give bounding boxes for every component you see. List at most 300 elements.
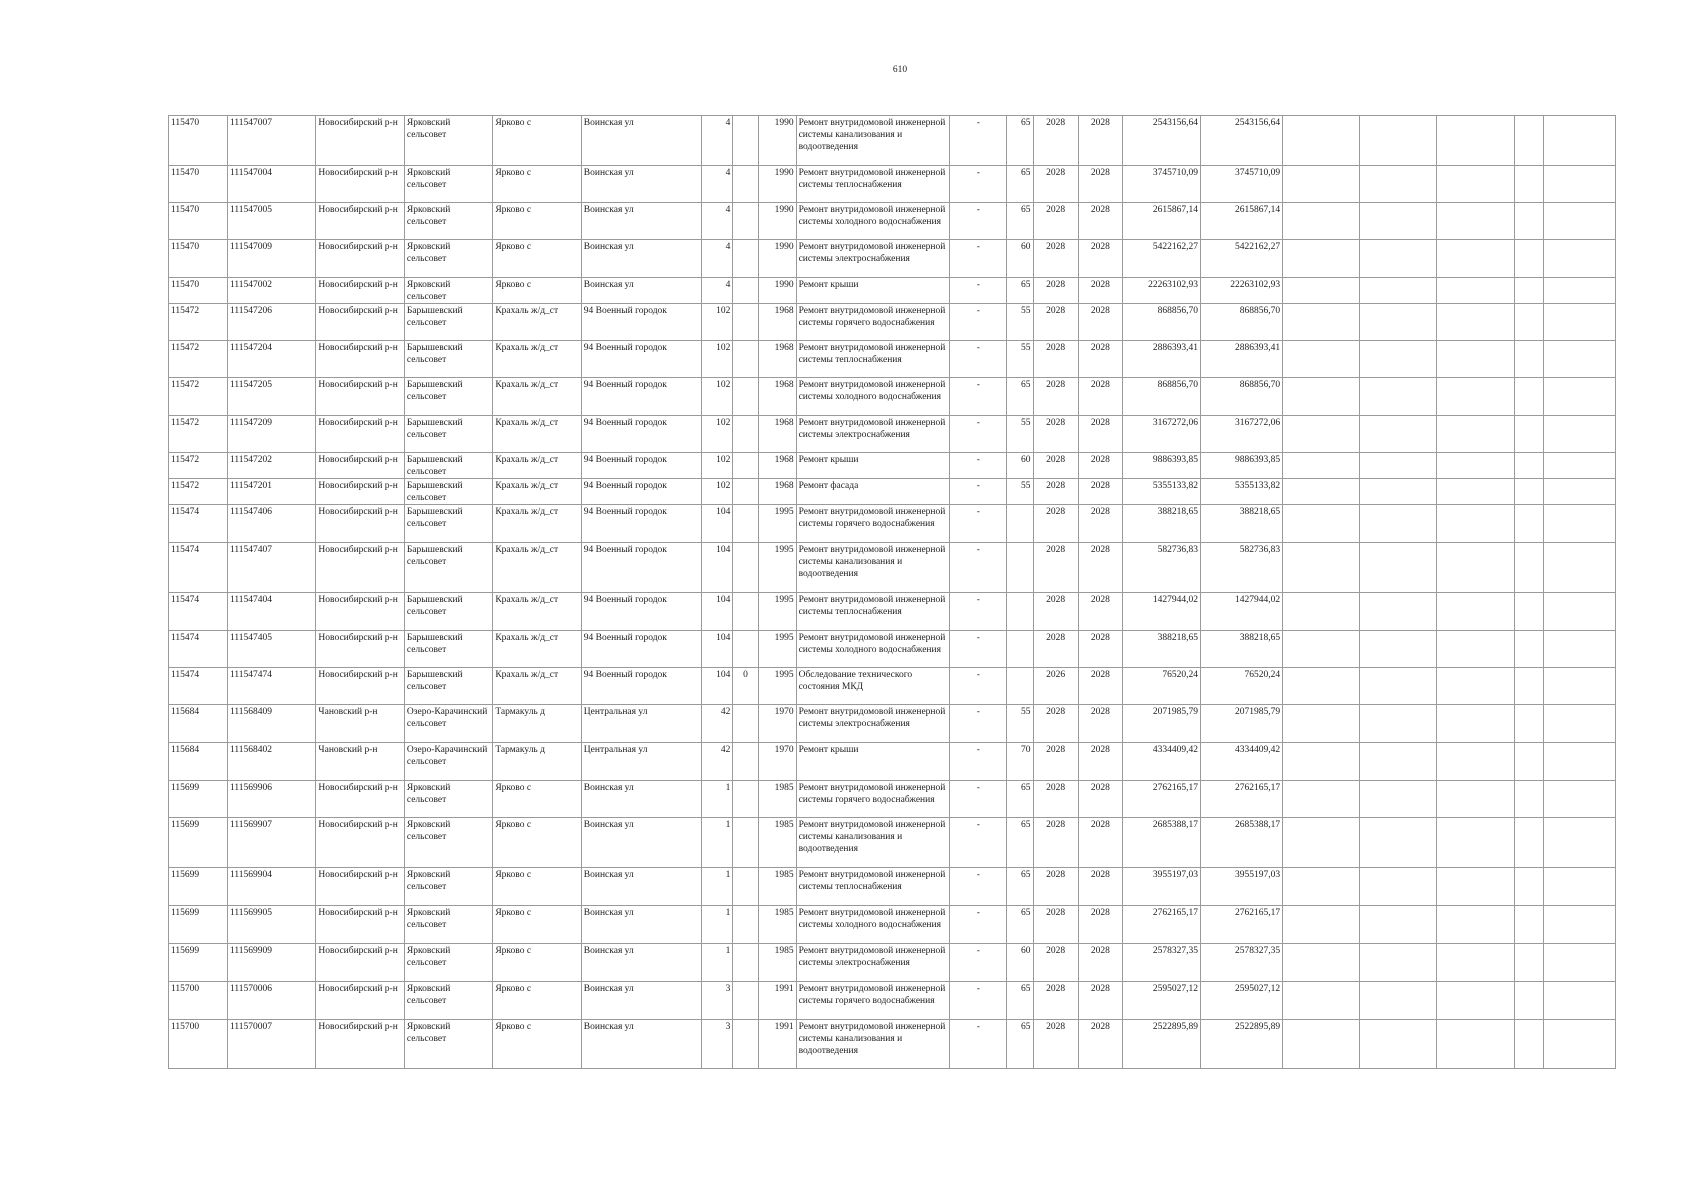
cell-street: 94 Военный городок [581,453,701,479]
cell-locality: Ярково с [493,944,581,982]
cell-empty [1283,743,1360,781]
cell-empty [1544,378,1616,416]
cell-year-start: 2028 [1033,868,1078,906]
cell-empty [1544,743,1616,781]
cell-building [733,453,758,479]
cell-settlement-council: Ярковский сельсовет [404,278,492,304]
cell-dash: - [950,906,1007,944]
cell-empty [1359,818,1436,868]
table-row [169,868,1616,906]
cell-house: 4 [701,278,733,304]
cell-house: 3 [701,1020,733,1069]
table-row [169,818,1616,868]
cell-empty [1514,818,1543,868]
table-row [169,944,1616,982]
cell-street: Центральная ул [581,705,701,743]
cell-locality: Тармакуль д [493,705,581,743]
cell-wear: 65 [1007,868,1033,906]
table-row [169,378,1616,416]
page-number: 610 [892,65,908,75]
cell-work-code: 111570006 [227,982,315,1020]
cell-empty [1514,203,1543,240]
cell-district: Новосибирский р-н [316,341,404,378]
cell-empty [1436,416,1514,453]
cell-building [733,240,758,278]
cell-empty [1544,479,1616,505]
cell-empty [1436,479,1514,505]
cell-district: Новосибирский р-н [316,166,404,203]
cell-work-type: Ремонт внутридомовой инженерной системы электроснабжения [796,416,950,453]
cell-street: 94 Военный городок [581,505,701,543]
cell-empty [1283,1020,1360,1069]
cell-empty [1514,543,1543,593]
cell-year-end: 2028 [1078,116,1122,166]
cell-work-type: Ремонт внутридомовой инженерной системы теплоснабжения [796,593,950,631]
cell-empty [1436,1020,1514,1069]
cell-dash: - [950,668,1007,705]
cell-building [733,378,758,416]
cell-settlement-council: Ярковский сельсовет [404,116,492,166]
cell-empty [1544,631,1616,668]
cell-work-code: 111569907 [227,818,315,868]
cell-street: Воинская ул [581,868,701,906]
cell-dash: - [950,479,1007,505]
cell-settlement-council: Ярковский сельсовет [404,944,492,982]
cell-district: Новосибирский р-н [316,868,404,906]
cell-wear: 55 [1007,341,1033,378]
cell-street: 94 Военный городок [581,593,701,631]
cell-street: 94 Военный городок [581,668,701,705]
cell-empty [1514,166,1543,203]
cell-cost-total: 2615867,14 [1200,203,1282,240]
cell-year-built: 1968 [758,341,796,378]
cell-wear: 65 [1007,116,1033,166]
cell-year-start: 2028 [1033,906,1078,944]
cell-empty [1436,505,1514,543]
cell-building [733,944,758,982]
cell-empty [1514,278,1543,304]
cell-street: 94 Военный городок [581,378,701,416]
cell-empty [1514,416,1543,453]
cell-building [733,505,758,543]
cell-settlement-council: Барышевский сельсовет [404,304,492,341]
cell-year-built: 1995 [758,593,796,631]
cell-building [733,1020,758,1069]
cell-work-type: Ремонт внутридомовой инженерной системы теплоснабжения [796,166,950,203]
cell-settlement-council: Ярковский сельсовет [404,240,492,278]
cell-district: Новосибирский р-н [316,479,404,505]
cell-empty [1514,453,1543,479]
cell-wear: 70 [1007,743,1033,781]
cell-empty [1544,668,1616,705]
cell-street: Воинская ул [581,1020,701,1069]
cell-empty [1514,781,1543,818]
cell-year-end: 2028 [1078,166,1122,203]
cell-settlement-council: Озеро-Карачинский сельсовет [404,743,492,781]
cell-dash: - [950,944,1007,982]
cell-cost: 2543156,64 [1123,116,1201,166]
cell-work-code: 111569909 [227,944,315,982]
cell-wear [1007,543,1033,593]
table-row [169,479,1616,505]
cell-object-id: 115474 [169,593,228,631]
cell-locality: Тармакуль д [493,743,581,781]
cell-year-start: 2028 [1033,1020,1078,1069]
table-row [169,1020,1616,1069]
cell-year-built: 1985 [758,781,796,818]
cell-empty [1436,203,1514,240]
cell-year-end: 2028 [1078,240,1122,278]
cell-building [733,304,758,341]
cell-work-type: Ремонт внутридомовой инженерной системы горячего водоснабжения [796,781,950,818]
cell-dash: - [950,543,1007,593]
cell-empty [1359,705,1436,743]
cell-work-type: Ремонт фасада [796,479,950,505]
cell-empty [1436,668,1514,705]
cell-year-start: 2028 [1033,631,1078,668]
cell-year-built: 1995 [758,543,796,593]
cell-house: 1 [701,818,733,868]
cell-empty [1283,341,1360,378]
cell-cost: 1427944,02 [1123,593,1201,631]
cell-wear: 65 [1007,378,1033,416]
cell-year-start: 2028 [1033,416,1078,453]
cell-year-end: 2028 [1078,505,1122,543]
cell-year-end: 2028 [1078,479,1122,505]
cell-cost-total: 2762165,17 [1200,906,1282,944]
cell-locality: Крахаль ж/д_ст [493,668,581,705]
cell-cost-total: 2685388,17 [1200,818,1282,868]
cell-object-id: 115472 [169,453,228,479]
cell-year-built: 1990 [758,240,796,278]
cell-building [733,705,758,743]
table-row [169,166,1616,203]
cell-cost: 2762165,17 [1123,781,1201,818]
cell-work-type: Ремонт крыши [796,743,950,781]
cell-cost-total: 2886393,41 [1200,341,1282,378]
cell-work-code: 111547406 [227,505,315,543]
cell-year-end: 2028 [1078,341,1122,378]
cell-street: 94 Военный городок [581,416,701,453]
cell-dash: - [950,304,1007,341]
cell-district: Новосибирский р-н [316,781,404,818]
cell-empty [1514,240,1543,278]
cell-district: Новосибирский р-н [316,631,404,668]
cell-empty [1359,631,1436,668]
cell-year-built: 1970 [758,705,796,743]
cell-cost: 868856,70 [1123,378,1201,416]
cell-cost: 76520,24 [1123,668,1201,705]
cell-house: 104 [701,631,733,668]
repair-registry-table [168,115,1616,1069]
cell-cost-total: 868856,70 [1200,378,1282,416]
cell-work-type: Ремонт внутридомовой инженерной системы холодного водоснабжения [796,631,950,668]
cell-settlement-council: Барышевский сельсовет [404,341,492,378]
cell-year-built: 1968 [758,378,796,416]
cell-cost-total: 22263102,93 [1200,278,1282,304]
cell-empty [1436,944,1514,982]
cell-dash: - [950,416,1007,453]
cell-dash: - [950,743,1007,781]
cell-year-built: 1970 [758,743,796,781]
cell-dash: - [950,631,1007,668]
cell-building [733,781,758,818]
cell-year-built: 1991 [758,982,796,1020]
cell-wear [1007,668,1033,705]
cell-year-built: 1990 [758,278,796,304]
cell-year-end: 2028 [1078,781,1122,818]
cell-district: Чановский р-н [316,743,404,781]
cell-year-start: 2026 [1033,668,1078,705]
cell-empty [1544,203,1616,240]
cell-wear: 55 [1007,705,1033,743]
cell-year-end: 2028 [1078,304,1122,341]
cell-empty [1283,705,1360,743]
cell-work-type: Ремонт внутридомовой инженерной системы теплоснабжения [796,868,950,906]
table-row [169,304,1616,341]
cell-house: 1 [701,944,733,982]
cell-empty [1436,781,1514,818]
cell-dash: - [950,505,1007,543]
cell-object-id: 115684 [169,743,228,781]
cell-house: 4 [701,240,733,278]
cell-year-end: 2028 [1078,416,1122,453]
cell-street: 94 Военный городок [581,341,701,378]
cell-empty [1283,668,1360,705]
cell-year-start: 2028 [1033,818,1078,868]
cell-year-built: 1990 [758,166,796,203]
cell-work-type: Ремонт внутридомовой инженерной системы канализования и водоотведения [796,543,950,593]
cell-empty [1359,166,1436,203]
table-row [169,116,1616,166]
cell-empty [1544,781,1616,818]
cell-locality: Ярково с [493,278,581,304]
cell-work-code: 111547407 [227,543,315,593]
cell-object-id: 115470 [169,240,228,278]
cell-locality: Крахаль ж/д_ст [493,543,581,593]
cell-dash: - [950,453,1007,479]
cell-empty [1359,203,1436,240]
cell-wear: 65 [1007,781,1033,818]
cell-building [733,341,758,378]
cell-empty [1514,668,1543,705]
cell-cost-total: 2595027,12 [1200,982,1282,1020]
cell-empty [1514,631,1543,668]
cell-empty [1283,453,1360,479]
cell-settlement-council: Барышевский сельсовет [404,378,492,416]
cell-empty [1283,868,1360,906]
cell-settlement-council: Озеро-Карачинский сельсовет [404,705,492,743]
cell-building [733,818,758,868]
cell-cost: 3745710,09 [1123,166,1201,203]
cell-year-built: 1968 [758,453,796,479]
cell-year-start: 2028 [1033,705,1078,743]
cell-wear: 65 [1007,906,1033,944]
cell-work-type: Ремонт внутридомовой инженерной системы холодного водоснабжения [796,906,950,944]
cell-work-code: 111547201 [227,479,315,505]
cell-empty [1283,631,1360,668]
table-row [169,416,1616,453]
cell-work-type: Ремонт внутридомовой инженерной системы канализования и водоотведения [796,1020,950,1069]
cell-empty [1283,166,1360,203]
cell-empty [1359,593,1436,631]
cell-settlement-council: Барышевский сельсовет [404,593,492,631]
table-row [169,505,1616,543]
cell-object-id: 115474 [169,631,228,668]
cell-house: 4 [701,203,733,240]
cell-district: Новосибирский р-н [316,240,404,278]
cell-cost-total: 4334409,42 [1200,743,1282,781]
cell-object-id: 115699 [169,906,228,944]
cell-empty [1359,1020,1436,1069]
cell-work-code: 111568402 [227,743,315,781]
cell-house: 104 [701,593,733,631]
cell-cost-total: 2522895,89 [1200,1020,1282,1069]
cell-dash: - [950,705,1007,743]
cell-empty [1283,479,1360,505]
cell-work-code: 111547004 [227,166,315,203]
cell-cost: 2886393,41 [1123,341,1201,378]
cell-cost: 582736,83 [1123,543,1201,593]
cell-empty [1283,543,1360,593]
cell-work-type: Ремонт внутридомовой инженерной системы канализования и водоотведения [796,116,950,166]
cell-settlement-council: Ярковский сельсовет [404,166,492,203]
cell-year-end: 2028 [1078,278,1122,304]
cell-cost: 2578327,35 [1123,944,1201,982]
cell-empty [1359,416,1436,453]
cell-empty [1544,818,1616,868]
cell-house: 42 [701,705,733,743]
cell-street: Воинская ул [581,166,701,203]
cell-year-end: 2028 [1078,868,1122,906]
cell-street: 94 Военный городок [581,479,701,505]
cell-building [733,166,758,203]
cell-settlement-council: Барышевский сельсовет [404,479,492,505]
cell-object-id: 115699 [169,868,228,906]
cell-cost-total: 868856,70 [1200,304,1282,341]
cell-district: Новосибирский р-н [316,203,404,240]
cell-year-built: 1990 [758,116,796,166]
table-row [169,781,1616,818]
cell-cost-total: 3955197,03 [1200,868,1282,906]
cell-work-type: Ремонт внутридомовой инженерной системы теплоснабжения [796,341,950,378]
cell-empty [1514,304,1543,341]
cell-year-start: 2028 [1033,543,1078,593]
cell-year-end: 2028 [1078,906,1122,944]
cell-year-start: 2028 [1033,982,1078,1020]
cell-building [733,868,758,906]
cell-locality: Ярково с [493,116,581,166]
cell-work-code: 111569906 [227,781,315,818]
cell-empty [1514,341,1543,378]
cell-district: Новосибирский р-н [316,453,404,479]
cell-year-end: 2028 [1078,593,1122,631]
cell-empty [1544,304,1616,341]
cell-empty [1436,705,1514,743]
cell-year-start: 2028 [1033,304,1078,341]
cell-district: Новосибирский р-н [316,1020,404,1069]
cell-house: 1 [701,868,733,906]
cell-empty [1283,906,1360,944]
cell-building: 0 [733,668,758,705]
cell-street: Воинская ул [581,278,701,304]
cell-empty [1359,543,1436,593]
cell-year-start: 2028 [1033,378,1078,416]
cell-wear [1007,505,1033,543]
cell-street: Воинская ул [581,982,701,1020]
cell-work-code: 111569905 [227,906,315,944]
cell-empty [1514,378,1543,416]
cell-house: 102 [701,304,733,341]
cell-work-type: Ремонт внутридомовой инженерной системы горячего водоснабжения [796,982,950,1020]
cell-empty [1359,240,1436,278]
cell-building [733,906,758,944]
cell-settlement-council: Ярковский сельсовет [404,982,492,1020]
cell-work-type: Ремонт внутридомовой инженерной системы канализования и водоотведения [796,818,950,868]
cell-empty [1544,453,1616,479]
cell-cost: 3955197,03 [1123,868,1201,906]
cell-locality: Ярково с [493,818,581,868]
cell-year-start: 2028 [1033,743,1078,781]
cell-empty [1436,906,1514,944]
cell-cost: 388218,65 [1123,631,1201,668]
cell-wear [1007,593,1033,631]
cell-district: Новосибирский р-н [316,668,404,705]
cell-house: 1 [701,906,733,944]
cell-settlement-council: Барышевский сельсовет [404,416,492,453]
cell-work-type: Ремонт внутридомовой инженерной системы электроснабжения [796,705,950,743]
cell-year-start: 2028 [1033,278,1078,304]
cell-street: 94 Военный городок [581,543,701,593]
cell-cost-total: 3167272,06 [1200,416,1282,453]
cell-empty [1436,982,1514,1020]
cell-cost: 4334409,42 [1123,743,1201,781]
cell-object-id: 115699 [169,818,228,868]
cell-settlement-council: Ярковский сельсовет [404,781,492,818]
cell-building [733,416,758,453]
cell-cost: 2595027,12 [1123,982,1201,1020]
cell-dash: - [950,781,1007,818]
cell-building [733,631,758,668]
table-row [169,543,1616,593]
cell-wear: 60 [1007,240,1033,278]
cell-empty [1436,818,1514,868]
cell-dash: - [950,982,1007,1020]
cell-empty [1359,378,1436,416]
cell-street: 94 Военный городок [581,631,701,668]
cell-district: Чановский р-н [316,705,404,743]
cell-dash: - [950,240,1007,278]
cell-settlement-council: Барышевский сельсовет [404,668,492,705]
cell-locality: Крахаль ж/д_ст [493,304,581,341]
cell-empty [1359,278,1436,304]
cell-empty [1544,868,1616,906]
cell-dash: - [950,278,1007,304]
cell-cost-total: 1427944,02 [1200,593,1282,631]
cell-empty [1514,982,1543,1020]
cell-empty [1544,906,1616,944]
cell-year-built: 1985 [758,868,796,906]
cell-settlement-council: Барышевский сельсовет [404,543,492,593]
cell-work-code: 111547005 [227,203,315,240]
cell-house: 102 [701,479,733,505]
cell-dash: - [950,378,1007,416]
cell-street: Воинская ул [581,116,701,166]
cell-object-id: 115474 [169,505,228,543]
cell-object-id: 115470 [169,278,228,304]
cell-year-end: 2028 [1078,453,1122,479]
cell-locality: Ярково с [493,1020,581,1069]
